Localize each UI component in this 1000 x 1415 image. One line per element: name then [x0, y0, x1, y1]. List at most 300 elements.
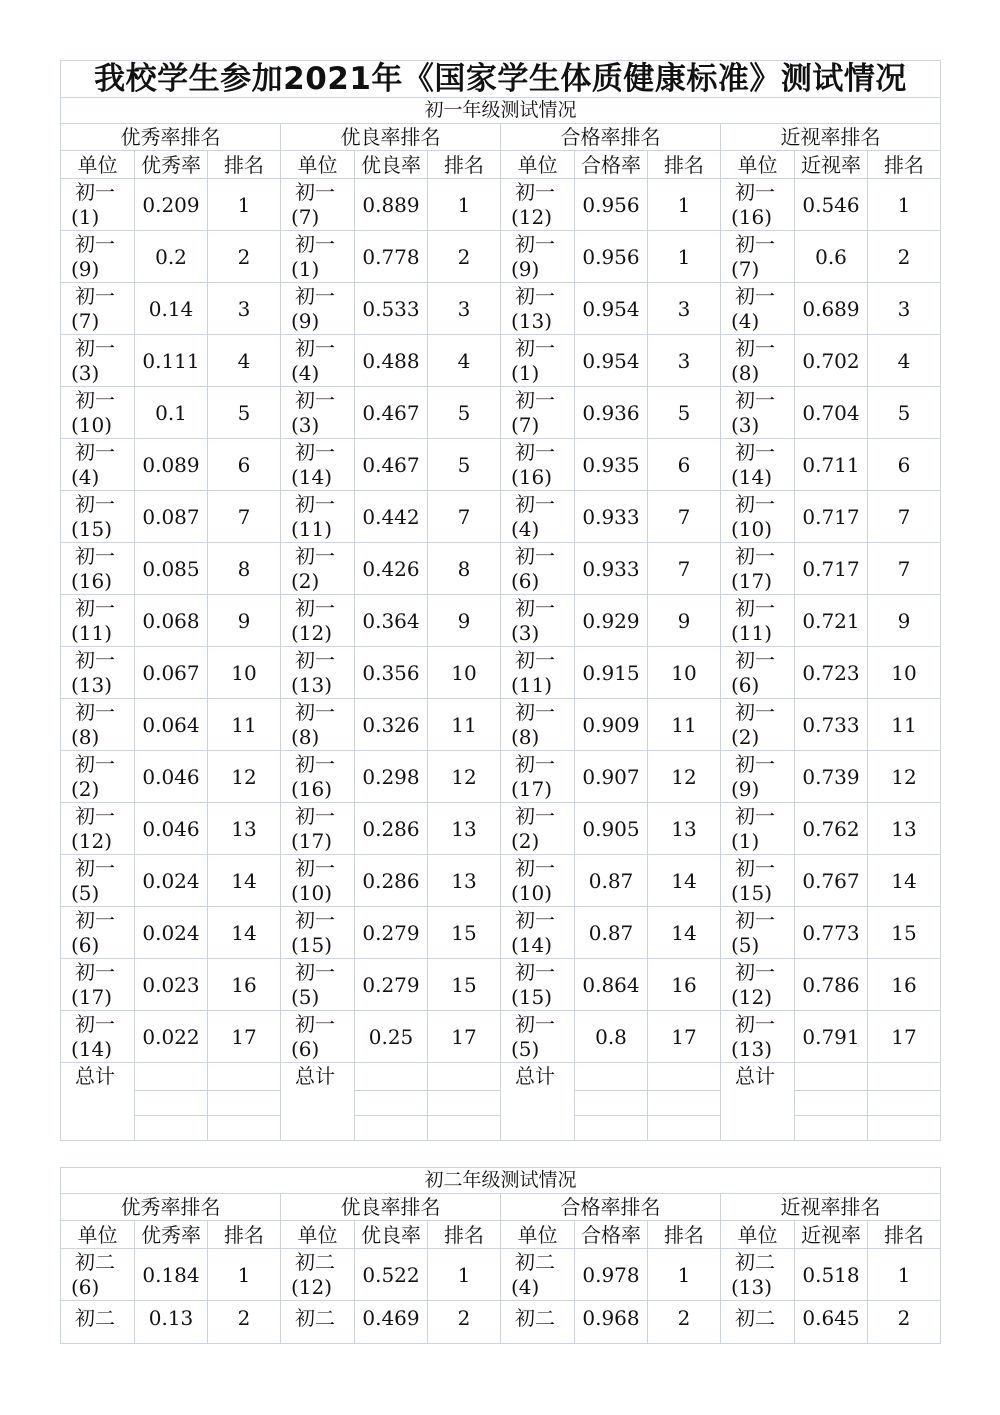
rank-cell: 11	[648, 699, 721, 751]
unit-cell	[61, 231, 135, 283]
rank-cell: 1	[868, 179, 941, 231]
rate-cell: 0.87	[575, 855, 648, 907]
table-row	[61, 439, 941, 491]
unit-cell	[501, 907, 575, 959]
unit-cell	[501, 439, 575, 491]
rate-cell: 0.717	[795, 543, 868, 595]
rank-cell: 17	[648, 1011, 721, 1063]
unit-cell	[721, 283, 795, 335]
unit-class: (13)	[71, 672, 113, 697]
unit-class: (4)	[731, 308, 760, 333]
unit-class: (12)	[71, 828, 113, 853]
grade1-group-header: 优良率排名	[281, 124, 501, 151]
table-row	[61, 231, 941, 283]
unit-cell	[281, 1011, 355, 1063]
page-title: 我校学生参加2021年《国家学生体质健康标准》测试情况	[61, 61, 941, 98]
total-row	[61, 1063, 941, 1091]
rate-cell: 0.024	[135, 855, 208, 907]
grade1-column-header: 排名	[208, 151, 281, 179]
unit-class: (15)	[71, 516, 113, 541]
total-label: 总计	[281, 1063, 355, 1141]
empty-cell	[648, 1063, 721, 1091]
empty-cell	[575, 1091, 648, 1116]
unit-class: (1)	[71, 204, 100, 229]
spacer-cell	[61, 1141, 941, 1168]
rank-cell: 10	[208, 647, 281, 699]
grade2-column-header: 排名	[208, 1221, 281, 1249]
unit-cell	[501, 335, 575, 387]
unit-cell	[61, 491, 135, 543]
unit-cell	[501, 231, 575, 283]
rank-cell: 6	[868, 439, 941, 491]
grade2-group-header: 近视率排名	[721, 1194, 941, 1221]
rank-cell: 4	[208, 335, 281, 387]
unit-cell	[61, 335, 135, 387]
unit-cell	[281, 1301, 355, 1344]
unit-grade: 初一	[515, 179, 555, 204]
unit-cell	[281, 231, 355, 283]
rate-cell: 0.6	[795, 231, 868, 283]
unit-class: (14)	[71, 1036, 113, 1061]
rank-cell: 4	[868, 335, 941, 387]
unit-grade: 初二	[75, 1306, 115, 1330]
unit-class: (7)	[291, 204, 320, 229]
unit-cell	[721, 699, 795, 751]
rank-cell: 15	[428, 907, 501, 959]
rank-cell: 12	[648, 751, 721, 803]
unit-class: (9)	[71, 256, 100, 281]
rate-cell: 0.279	[355, 959, 428, 1011]
unit-grade: 初二	[515, 1249, 555, 1274]
unit-grade: 初一	[295, 179, 335, 204]
grade1-column-header: 优良率	[355, 151, 428, 179]
rank-cell: 3	[648, 283, 721, 335]
unit-grade: 初一	[515, 595, 555, 620]
unit-class: (7)	[71, 308, 100, 333]
unit-class: (6)	[291, 1036, 320, 1061]
rank-cell: 5	[648, 387, 721, 439]
unit-class: (11)	[511, 672, 553, 697]
rank-cell: 6	[648, 439, 721, 491]
unit-grade: 初一	[735, 179, 775, 204]
rank-cell: 5	[428, 439, 501, 491]
rank-cell: 1	[648, 231, 721, 283]
unit-grade: 初一	[75, 283, 115, 308]
rank-cell: 13	[648, 803, 721, 855]
unit-cell	[721, 803, 795, 855]
unit-class: (8)	[511, 724, 540, 749]
grade1-group-row	[61, 124, 941, 151]
table-row	[61, 959, 941, 1011]
unit-cell	[501, 647, 575, 699]
rate-cell: 0.442	[355, 491, 428, 543]
rank-cell: 11	[208, 699, 281, 751]
unit-cell	[501, 1301, 575, 1344]
unit-class: (16)	[291, 776, 333, 801]
grade2-group-header: 优秀率排名	[61, 1194, 281, 1221]
table-row	[61, 179, 941, 231]
rank-cell: 7	[428, 491, 501, 543]
rank-cell: 3	[208, 283, 281, 335]
unit-grade: 初一	[75, 803, 115, 828]
unit-cell	[501, 1249, 575, 1301]
rank-cell: 9	[648, 595, 721, 647]
unit-grade: 初一	[735, 491, 775, 516]
unit-class: (6)	[731, 672, 760, 697]
unit-cell	[721, 855, 795, 907]
unit-class: (4)	[511, 1274, 540, 1299]
rank-cell: 17	[208, 1011, 281, 1063]
report-table	[60, 60, 941, 1344]
grade1-column-header: 排名	[648, 151, 721, 179]
unit-grade: 初一	[295, 283, 335, 308]
unit-grade: 初二	[735, 1306, 775, 1330]
unit-grade: 初一	[75, 1011, 115, 1036]
unit-grade: 初一	[735, 959, 775, 984]
unit-cell	[61, 803, 135, 855]
unit-class: (17)	[291, 828, 333, 853]
rate-cell: 0.14	[135, 283, 208, 335]
unit-cell	[61, 1249, 135, 1301]
rate-cell: 0.209	[135, 179, 208, 231]
rate-cell: 0.956	[575, 179, 648, 231]
rank-cell: 2	[868, 1301, 941, 1344]
empty-cell	[795, 1116, 868, 1141]
unit-grade: 初一	[295, 855, 335, 880]
rank-cell: 17	[868, 1011, 941, 1063]
unit-cell	[61, 283, 135, 335]
rate-cell: 0.645	[795, 1301, 868, 1344]
unit-grade: 初一	[515, 647, 555, 672]
unit-cell	[61, 387, 135, 439]
grade1-column-header: 近视率	[795, 151, 868, 179]
empty-cell	[868, 1063, 941, 1091]
rank-cell: 2	[208, 1301, 281, 1344]
rate-cell: 0.733	[795, 699, 868, 751]
unit-cell	[281, 387, 355, 439]
rate-cell: 0.978	[575, 1249, 648, 1301]
rank-cell: 10	[648, 647, 721, 699]
rate-cell: 0.469	[355, 1301, 428, 1344]
rate-cell: 0.954	[575, 335, 648, 387]
unit-class: (12)	[511, 204, 553, 229]
unit-grade: 初一	[75, 543, 115, 568]
rate-cell: 0.864	[575, 959, 648, 1011]
rate-cell: 0.067	[135, 647, 208, 699]
unit-grade: 初一	[75, 387, 115, 412]
unit-cell	[501, 283, 575, 335]
rate-cell: 0.022	[135, 1011, 208, 1063]
unit-cell	[281, 751, 355, 803]
unit-cell	[721, 491, 795, 543]
unit-grade: 初二	[295, 1306, 335, 1330]
grade2-column-header: 近视率	[795, 1221, 868, 1249]
unit-class: (14)	[511, 932, 553, 957]
grade1-column-header: 优秀率	[135, 151, 208, 179]
unit-cell	[61, 595, 135, 647]
unit-grade: 初一	[295, 387, 335, 412]
table-row	[61, 907, 941, 959]
unit-grade: 初一	[735, 803, 775, 828]
rate-cell: 0.905	[575, 803, 648, 855]
unit-cell	[281, 491, 355, 543]
unit-grade: 初一	[515, 699, 555, 724]
grade2-group-header: 合格率排名	[501, 1194, 721, 1221]
rate-cell: 0.356	[355, 647, 428, 699]
unit-cell	[61, 543, 135, 595]
rank-cell: 13	[868, 803, 941, 855]
rank-cell: 1	[868, 1249, 941, 1301]
rate-cell: 0.111	[135, 335, 208, 387]
unit-class: (2)	[291, 568, 320, 593]
unit-grade: 初一	[295, 699, 335, 724]
rate-cell: 0.936	[575, 387, 648, 439]
grade2-header-row	[61, 1221, 941, 1249]
table-row	[61, 855, 941, 907]
table-row	[61, 283, 941, 335]
rate-cell: 0.023	[135, 959, 208, 1011]
rate-cell: 0.286	[355, 855, 428, 907]
section-gap	[61, 1141, 941, 1168]
grade2-group-header: 优良率排名	[281, 1194, 501, 1221]
unit-class: (8)	[731, 360, 760, 385]
rank-cell: 8	[208, 543, 281, 595]
rate-cell: 0.933	[575, 543, 648, 595]
rate-cell: 0.364	[355, 595, 428, 647]
rank-cell: 9	[208, 595, 281, 647]
grade2-subtitle: 初二年级测试情况	[61, 1168, 941, 1194]
unit-cell	[281, 1249, 355, 1301]
unit-grade: 初二	[735, 1249, 775, 1274]
unit-class: (8)	[291, 724, 320, 749]
unit-cell	[721, 1301, 795, 1344]
rate-cell: 0.717	[795, 491, 868, 543]
unit-class: (2)	[511, 828, 540, 853]
unit-class: (13)	[511, 308, 553, 333]
unit-class: (10)	[291, 880, 333, 905]
unit-grade: 初一	[735, 855, 775, 880]
rate-cell: 0.689	[795, 283, 868, 335]
unit-class: (6)	[71, 1274, 100, 1299]
unit-class: (17)	[731, 568, 773, 593]
empty-cell	[135, 1116, 208, 1141]
empty-cell	[648, 1091, 721, 1116]
rank-cell: 10	[428, 647, 501, 699]
total-label: 总计	[61, 1063, 135, 1141]
unit-cell	[281, 959, 355, 1011]
unit-class: (10)	[731, 516, 773, 541]
rank-cell: 13	[208, 803, 281, 855]
unit-cell	[281, 803, 355, 855]
empty-cell	[868, 1116, 941, 1141]
rate-cell: 0.25	[355, 1011, 428, 1063]
rate-cell: 0.8	[575, 1011, 648, 1063]
unit-class: (9)	[511, 256, 540, 281]
unit-class: (1)	[511, 360, 540, 385]
unit-class: (16)	[731, 204, 773, 229]
table-row	[61, 1301, 941, 1344]
table-row	[61, 491, 941, 543]
rate-cell: 0.909	[575, 699, 648, 751]
unit-grade: 初一	[75, 491, 115, 516]
unit-class: (3)	[511, 620, 540, 645]
unit-grade: 初一	[735, 1011, 775, 1036]
rate-cell: 0.298	[355, 751, 428, 803]
unit-cell	[721, 647, 795, 699]
rank-cell: 6	[208, 439, 281, 491]
unit-grade: 初一	[295, 543, 335, 568]
rank-cell: 1	[648, 1249, 721, 1301]
rank-cell: 17	[428, 1011, 501, 1063]
unit-grade: 初一	[75, 231, 115, 256]
unit-class: (4)	[511, 516, 540, 541]
rate-cell: 0.326	[355, 699, 428, 751]
unit-cell	[281, 699, 355, 751]
unit-cell	[721, 231, 795, 283]
rank-cell: 1	[428, 179, 501, 231]
rank-cell: 11	[428, 699, 501, 751]
rank-cell: 14	[208, 907, 281, 959]
rank-cell: 3	[428, 283, 501, 335]
rate-cell: 0.739	[795, 751, 868, 803]
rate-cell: 0.184	[135, 1249, 208, 1301]
empty-cell	[795, 1091, 868, 1116]
rate-cell: 0.786	[795, 959, 868, 1011]
unit-grade: 初一	[75, 179, 115, 204]
unit-grade: 初二	[295, 1249, 335, 1274]
unit-grade: 初一	[75, 959, 115, 984]
unit-class: (2)	[71, 776, 100, 801]
unit-cell	[281, 335, 355, 387]
unit-cell	[721, 1249, 795, 1301]
unit-cell	[501, 855, 575, 907]
unit-grade: 初一	[515, 751, 555, 776]
unit-cell	[501, 1011, 575, 1063]
unit-class: (12)	[291, 620, 333, 645]
rate-cell: 0.518	[795, 1249, 868, 1301]
rank-cell: 2	[208, 231, 281, 283]
unit-grade: 初一	[515, 855, 555, 880]
empty-cell	[355, 1116, 428, 1141]
unit-grade: 初一	[295, 647, 335, 672]
rank-cell: 14	[868, 855, 941, 907]
table-row	[61, 335, 941, 387]
unit-class: (16)	[511, 464, 553, 489]
unit-grade: 初一	[295, 1011, 335, 1036]
unit-cell	[61, 647, 135, 699]
unit-class: (13)	[731, 1036, 773, 1061]
grade2-column-header: 合格率	[575, 1221, 648, 1249]
rate-cell: 0.089	[135, 439, 208, 491]
unit-cell	[61, 855, 135, 907]
unit-cell	[501, 387, 575, 439]
unit-grade: 初一	[515, 231, 555, 256]
rate-cell: 0.702	[795, 335, 868, 387]
rate-cell: 0.488	[355, 335, 428, 387]
grade2-column-header: 排名	[868, 1221, 941, 1249]
unit-grade: 初一	[295, 335, 335, 360]
grade1-group-header: 近视率排名	[721, 124, 941, 151]
rank-cell: 4	[428, 335, 501, 387]
unit-grade: 初一	[735, 647, 775, 672]
unit-cell	[61, 1301, 135, 1344]
unit-class: (9)	[291, 308, 320, 333]
rank-cell: 15	[428, 959, 501, 1011]
grade1-subtitle: 初一年级测试情况	[61, 98, 941, 124]
rate-cell: 0.791	[795, 1011, 868, 1063]
rank-cell: 1	[648, 179, 721, 231]
unit-cell	[281, 179, 355, 231]
grade2-column-header: 优良率	[355, 1221, 428, 1249]
empty-cell	[135, 1091, 208, 1116]
unit-class: (14)	[291, 464, 333, 489]
grade2-column-header: 单位	[501, 1221, 575, 1249]
empty-cell	[135, 1063, 208, 1091]
unit-class: (10)	[511, 880, 553, 905]
rank-cell: 13	[428, 855, 501, 907]
rate-cell: 0.286	[355, 803, 428, 855]
unit-class: (6)	[71, 932, 100, 957]
rank-cell: 3	[648, 335, 721, 387]
unit-grade: 初一	[515, 283, 555, 308]
unit-grade: 初一	[515, 1011, 555, 1036]
unit-grade: 初一	[75, 699, 115, 724]
unit-grade: 初一	[75, 335, 115, 360]
unit-class: (3)	[71, 360, 100, 385]
unit-grade: 初一	[515, 543, 555, 568]
empty-cell	[428, 1063, 501, 1091]
unit-grade: 初一	[75, 647, 115, 672]
rank-cell: 10	[868, 647, 941, 699]
unit-class: (7)	[731, 256, 760, 281]
unit-class: (5)	[291, 984, 320, 1009]
unit-grade: 初一	[75, 855, 115, 880]
grade1-subtitle-row	[61, 98, 941, 124]
unit-cell	[501, 699, 575, 751]
unit-cell	[61, 439, 135, 491]
unit-cell	[721, 387, 795, 439]
unit-grade: 初一	[295, 439, 335, 464]
rank-cell: 8	[428, 543, 501, 595]
unit-grade: 初一	[295, 907, 335, 932]
empty-cell	[355, 1091, 428, 1116]
unit-cell	[281, 439, 355, 491]
rate-cell: 0.704	[795, 387, 868, 439]
rate-cell: 0.085	[135, 543, 208, 595]
rate-cell: 0.533	[355, 283, 428, 335]
rate-cell: 0.426	[355, 543, 428, 595]
rank-cell: 1	[428, 1249, 501, 1301]
unit-grade: 初一	[295, 231, 335, 256]
rate-cell: 0.068	[135, 595, 208, 647]
unit-class: (11)	[291, 516, 333, 541]
unit-cell	[721, 179, 795, 231]
unit-grade: 初一	[75, 907, 115, 932]
rate-cell: 0.767	[795, 855, 868, 907]
unit-grade: 初一	[735, 699, 775, 724]
unit-class: (1)	[291, 256, 320, 281]
empty-cell	[208, 1116, 281, 1141]
grade1-column-header: 单位	[501, 151, 575, 179]
empty-cell	[355, 1063, 428, 1091]
unit-class: (1)	[731, 828, 760, 853]
rank-cell: 1	[208, 1249, 281, 1301]
rate-cell: 0.546	[795, 179, 868, 231]
grade1-column-header: 单位	[281, 151, 355, 179]
rank-cell: 11	[868, 699, 941, 751]
table-row	[61, 751, 941, 803]
rank-cell: 14	[648, 907, 721, 959]
